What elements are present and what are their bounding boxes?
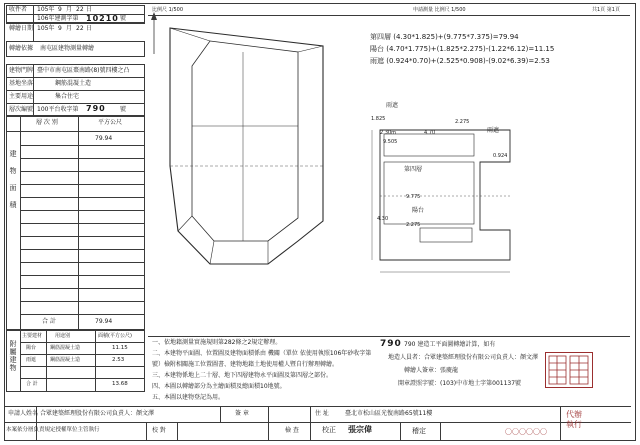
left-row-value-3b: 790 — [86, 104, 106, 113]
calc-line-1: 第四層 (4.30*1.825)+(9.775*7.375)=79.94 — [370, 33, 519, 41]
notes-right-0: 790 建造工平面圖轉繪計算，如有 — [404, 341, 496, 348]
footer-address-value: 臺北市松山區光復南路65號11樓 — [345, 410, 433, 417]
footer-proof-label: 校正 — [322, 426, 336, 434]
header-case-no-label: 106年建測字第 — [37, 15, 79, 22]
calc-line-2: 陽台 (4.70*1.775)+(1.825*2.275)-(1.22*6.12)=11.15 — [370, 45, 555, 53]
header-basis-value: 南屯區建物測量轉繪 — [40, 45, 95, 52]
dim-9505: 9.505 — [383, 139, 398, 145]
detail-outline — [380, 127, 510, 260]
header-label-date: 轉繪日期 — [9, 25, 34, 32]
footer-applicant-value: 合眾建築經理股份有限公司負責人：顏文澤 — [40, 410, 155, 417]
header-date-day: 22 — [76, 25, 84, 32]
dim-2275: 2.275 — [455, 119, 470, 125]
header-date-day-unit: 日 — [86, 25, 93, 32]
header-receiver-month-unit: 月 — [66, 6, 73, 13]
header-receiver-day-unit: 日 — [86, 6, 93, 13]
detail-label-right-yuzhe: 雨遮 — [487, 127, 500, 134]
attached-row-0-use: 鋼筋混凝土造 — [50, 345, 81, 351]
footer-authority-note: 本案依分層負責規定授權單位主管執行 — [6, 427, 100, 433]
left-row-label-3: 層次編號 — [9, 106, 34, 113]
footer-right-seal-text: 〇〇〇〇〇〇 — [505, 428, 547, 436]
area-side-label: 建 物 面 積 — [9, 150, 17, 209]
dim-0924: 0.924 — [493, 153, 508, 159]
page-number-label: 共1頁 第1頁 — [592, 7, 620, 13]
attached-row-0-material: 陽台 — [26, 345, 37, 351]
dim-430: 4.30 — [377, 216, 389, 222]
footer-sign-label: 簽 章 — [235, 410, 249, 417]
detail-label-balcony: 陽台 — [412, 207, 425, 214]
dim-2275b: 2.275 — [406, 222, 421, 228]
left-row-label-0: 建物門牌 — [9, 67, 34, 74]
building-plan-drawing — [148, 6, 336, 336]
footer-proof-value: 張宗偉 — [348, 425, 372, 434]
area-header-right: 平方公尺 — [98, 119, 123, 126]
detail-label-floor: 第四層 — [404, 166, 423, 173]
scale-label-right: 申請測量 比例尺 1/500 — [413, 7, 466, 13]
footer-check-label: 校 對 — [152, 427, 166, 434]
attached-total-value: 13.68 — [112, 381, 128, 387]
header-receiver-year: 105年 — [37, 6, 55, 13]
note-line-5: 五、本圖以建物登記為用。 — [152, 394, 225, 401]
left-row-value-3: 100平台收字第 — [37, 106, 79, 113]
plan-inner-outline — [192, 41, 298, 241]
note-line-2: 號）檢附相關施工位置圖書、建物地籍土地使用權人暨自行辦理轉繪。 — [152, 361, 339, 368]
attached-row-1-area: 2.53 — [112, 357, 125, 363]
notes-right-2: 轉繪人簽章：張慶龍 — [404, 367, 459, 374]
footer-applicant-label: 申請人姓名 — [8, 410, 39, 417]
note-line-4: 四、本圖以轉繪部分為主繪面積及總面積10地號。 — [152, 383, 286, 390]
footer-address-label: 住 址 — [315, 410, 329, 417]
left-row-value-2: 集合住宅 — [55, 93, 80, 100]
attached-side-label: 附屬建物 — [9, 340, 17, 372]
plan-outline — [170, 28, 323, 264]
header-label-basis: 轉繪依據 — [9, 45, 34, 52]
header-label-receiver: 收件者 — [9, 6, 28, 13]
dim-470: 4.70 — [424, 130, 436, 136]
attached-header-0: 主要建材 — [22, 333, 43, 339]
dim-230m: 2.30m — [380, 130, 397, 136]
dim-9775: 9.775 — [406, 194, 421, 200]
header-date-month: 9 — [58, 25, 62, 32]
attached-row-1-material: 雨遮 — [26, 357, 37, 363]
header-date-month-unit: 月 — [66, 25, 73, 32]
left-row-label-2: 主要用途 — [9, 93, 34, 100]
header-case-no-unit: 號 — [120, 15, 127, 22]
footer-inspect-label: 檢 查 — [285, 427, 299, 434]
area-total-value: 79.94 — [95, 318, 113, 325]
official-seal — [545, 352, 593, 388]
header-receiver-month: 9 — [58, 6, 62, 13]
attached-total-label: 合 計 — [26, 381, 38, 387]
area-header-left: 層 次 別 — [36, 119, 58, 126]
notes-right-3: 開章證照字號：(103)中市地土字第001137號 — [398, 380, 522, 387]
notes-right-1: 地造人員者：合眾建築經理股份有限公司負責人：顏文澤 — [388, 354, 539, 361]
area-total-label: 合 計 — [42, 318, 56, 325]
detail-label-top-yuzhe: 雨遮 — [386, 102, 399, 109]
scale-label-left: 比例尺 1/500 — [152, 7, 183, 13]
left-row-value-3c: 號 — [120, 106, 127, 113]
area-row-value-0: 79.94 — [95, 135, 113, 142]
note-line-0: 一、依地籍測量實施規則第282條之2規定辦理。 — [152, 339, 282, 346]
left-row-label-1: 基地坐落 — [9, 80, 34, 87]
plan-svg — [148, 6, 336, 336]
calc-line-3: 雨遮 (0.924*0.70)+(2.525*0.908)-(9.02*6.39)=2.53 — [370, 57, 550, 65]
notes-case-number: 790 — [380, 339, 402, 349]
note-line-3: 三、本建物係地上二十層、地下四層建物永平面圖及第四層之部份。 — [152, 372, 333, 379]
north-arrow-icon — [151, 12, 157, 54]
note-line-1: 二、本建物平面圖、位置圖及建物面積係由 機關（單位 依使用執照106年砂收字第 — [152, 350, 372, 357]
header-receiver-day: 22 — [76, 6, 84, 13]
footer-approve-label: 稽定 — [412, 427, 426, 435]
dim-1825: 1.825 — [371, 116, 386, 122]
attached-row-1-use: 鋼筋混凝土造 — [50, 357, 81, 363]
header-case-no: 10210 — [86, 14, 119, 23]
left-row-value-0: 臺中市南屯區棗南路(8)號四樓之凸 — [37, 67, 130, 74]
attached-header-1: 用途別 — [55, 333, 71, 339]
seal-icon — [546, 353, 592, 387]
footer-agent-stamp: 代辦 執行 — [566, 410, 582, 429]
attached-header-2: 面積(平方公尺) — [98, 333, 132, 339]
attached-row-0-area: 11.15 — [112, 345, 128, 351]
left-row-value-1: 鋼筋混凝土造 — [55, 80, 92, 87]
header-date-year: 105年 — [37, 25, 55, 32]
